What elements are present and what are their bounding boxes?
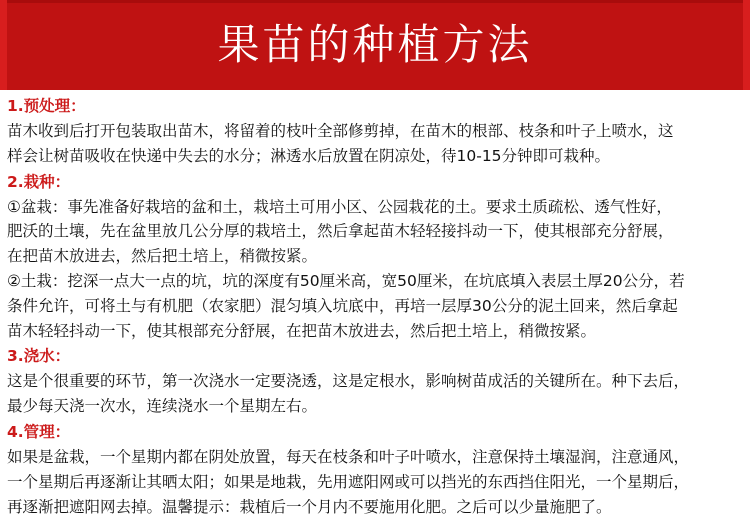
section-heading-pretreatment: 1.预处理：	[7, 97, 86, 115]
section-heading-management: 4.管理：	[7, 422, 71, 441]
paragraph-line: 这是个很重要的环节，第一次浇水一定要浇透，这是定根水，影响树苗成活的关键所在。种下去后，	[7, 372, 690, 391]
paragraph-line: 样会让树苗吸收在快递中失去的水分；淋透水后放置在阴凉处，待10-15分钟即可栽种。	[7, 146, 611, 165]
instructions-body	[0, 90, 750, 519]
paragraph-line: ②土栽：挖深一点大一点的坑，坑的深度有50厘米高，宽50厘米，在坑底填入表层土厚20公分，若	[7, 271, 685, 290]
title-banner	[0, 0, 750, 90]
paragraph-line: 肥沃的土壤，先在盆里放几公分厚的栽培土，然后拿起苗木轻轻接抖动一下，使其根部充分舒展，	[7, 222, 674, 241]
paragraph-line: 再逐渐把遮阳网去掉。温馨提示：栽植后一个月内不要施用化肥。之后可以少量施肥了。	[7, 497, 612, 516]
paragraph-line: 在把苗木放进去，然后把土培上，稍微按紧。	[7, 247, 318, 266]
paragraph-line: 条件允许，可将土与有机肥（农家肥）混匀填入坑底中，再培一层厚30公分的泥土回来，然后拿起	[7, 296, 678, 315]
section-heading-watering: 3.浇水：	[7, 347, 71, 366]
paragraph-line: 如果是盆栽，一个星期内都在阴处放置，每天在枝条和叶子叶喷水，注意保持土壤湿润，注意通风，	[7, 447, 690, 466]
paragraph-line: 一个星期后再逐渐让其晒太阳；如果是地栽，先用遮阳网或可以挡光的东西挡住阳光，一个星期后，	[7, 472, 690, 491]
section-heading-planting: 2.栽种：	[7, 172, 71, 191]
paragraph-line: ①盆栽：事先准备好栽培的盆和土，栽培土可用小区、公园栽花的土。要求土质疏松、透气性好，	[7, 197, 672, 216]
paragraph-line: 苗木轻轻抖动一下，使其根部充分舒展，在把苗木放进去，然后把土培上，稍微按紧。	[7, 321, 597, 340]
banner-top-line	[0, 0, 750, 3]
page-title: 果苗的种植方法	[217, 20, 533, 69]
paragraph-line: 最少每天浇一次水，连续浇水一个星期左右。	[7, 397, 318, 416]
paragraph-line: 苗木收到后打开包装取出苗木，将留着的枝叶全部修剪掉，在苗木的根部、枝条和叶子上喷水，这	[7, 122, 674, 140]
